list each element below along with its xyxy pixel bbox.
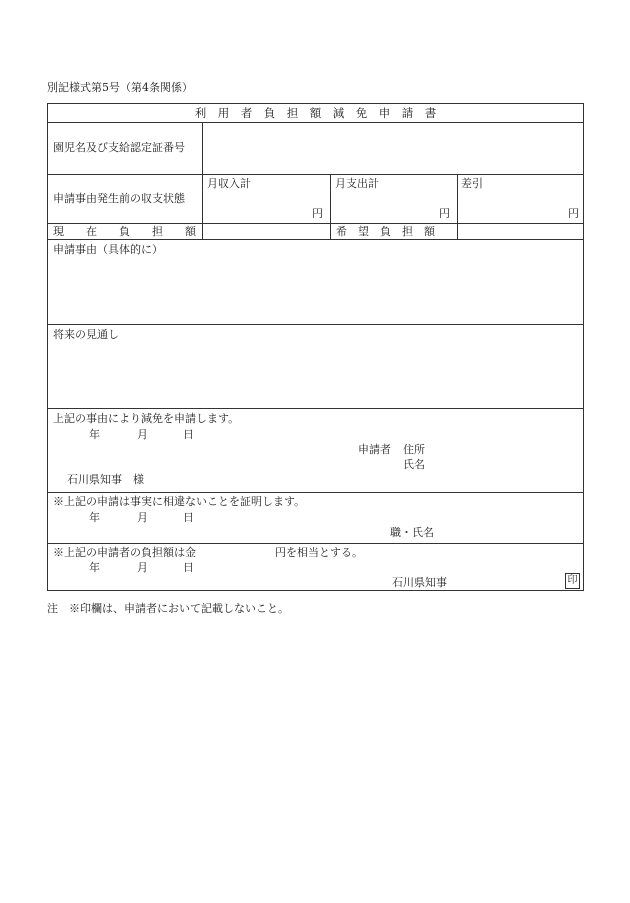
application-statement: 上記の事由により減免を申請します。 [53, 412, 240, 425]
column-divider [202, 122, 203, 240]
desired-burden-label: 希 望 負 担 額 [336, 225, 435, 238]
reason-label: 申請事由（具体的に） [53, 243, 163, 256]
title-name-label: 職・氏名 [390, 526, 434, 539]
decision-statement-prefix: ※上記の申請者の負担額は金 [53, 546, 196, 559]
applicant-label: 申請者 [358, 443, 391, 456]
certification-day: 日 [183, 511, 194, 524]
form-reference: 別記様式第5号（第4条関係） [47, 81, 193, 94]
row-divider [48, 223, 583, 224]
row-divider [48, 122, 583, 123]
difference-label: 差引 [461, 177, 483, 190]
column-divider [330, 174, 331, 240]
monthly-expense-yen: 円 [439, 207, 450, 220]
current-burden-label: 現 在 負 担 額 [53, 225, 196, 238]
monthly-income-yen: 円 [312, 207, 323, 220]
seal-stamp: 印 [565, 573, 580, 589]
application-month: 月 [137, 428, 148, 441]
name-label: 氏名 [403, 458, 425, 471]
decision-day: 日 [183, 561, 194, 574]
row-divider [48, 239, 583, 240]
form-title: 利 用 者 負 担 額 減 免 申 請 書 [194, 106, 437, 120]
decision-month: 月 [137, 561, 148, 574]
addressee: 石川県知事 様 [67, 473, 144, 486]
column-divider [457, 174, 458, 240]
monthly-expense-label: 月支出計 [335, 177, 379, 190]
row-divider [48, 492, 583, 493]
address-label: 住所 [403, 443, 425, 456]
application-year: 年 [89, 428, 100, 441]
certification-year: 年 [89, 511, 100, 524]
income-status-label: 申請事由発生前の収支状態 [53, 192, 185, 205]
row-divider [48, 408, 583, 409]
application-form [47, 103, 584, 591]
application-day: 日 [183, 428, 194, 441]
monthly-income-label: 月収入計 [207, 177, 251, 190]
footnote: 注 ※印欄は、申請者において記載しないこと。 [47, 602, 289, 615]
row-divider [48, 324, 583, 325]
governor-label: 石川県知事 [392, 576, 447, 589]
difference-yen: 円 [568, 207, 579, 220]
outlook-label: 将来の見通し [53, 328, 119, 341]
school-cert-label: 園児名及び支給認定証番号 [53, 141, 185, 154]
decision-year: 年 [89, 561, 100, 574]
row-divider [48, 543, 583, 544]
school-cert-field[interactable] [204, 124, 580, 172]
row-divider [48, 174, 583, 175]
decision-statement-suffix: 円を相当とする。 [275, 546, 363, 559]
certification-statement: ※上記の申請は事実に相違ないことを証明します。 [53, 495, 306, 508]
certification-month: 月 [137, 511, 148, 524]
